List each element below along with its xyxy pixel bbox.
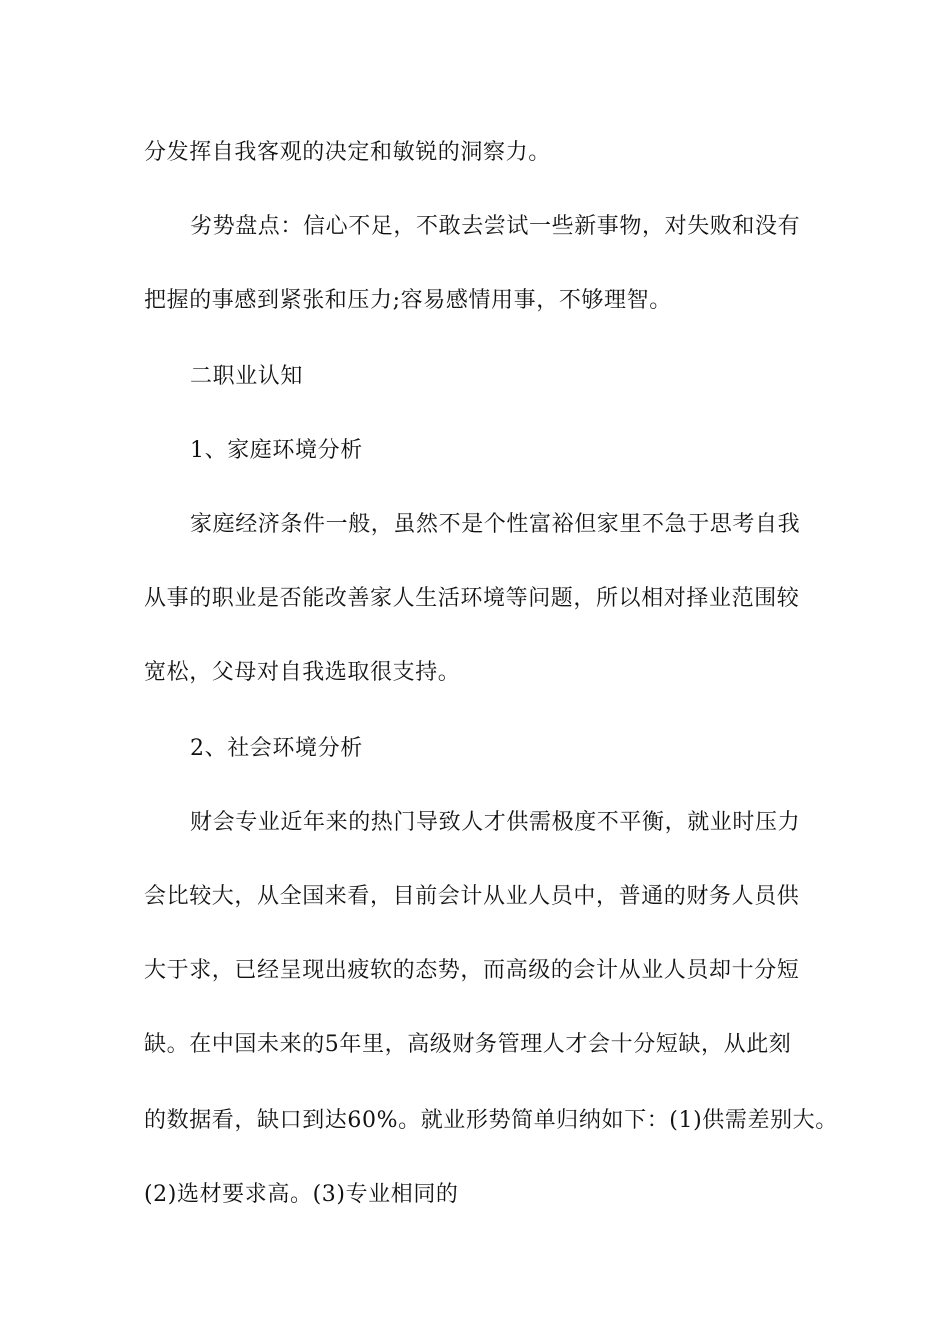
paragraph-line: 宽松，父母对自我选取很支持。 bbox=[144, 660, 461, 685]
paragraph-line: 的数据看，缺口到达60%。就业形势简单归纳如下：(1)供需差别大。 bbox=[144, 1108, 838, 1133]
paragraph-line: 财会专业近年来的热门导致人才供需极度不平衡，就业时压力 bbox=[190, 810, 801, 835]
paragraph-line: 会比较大，从全国来看，目前会计从业人员中，普通的财务人员供 bbox=[144, 884, 800, 909]
paragraph-line: 缺。在中国未来的5年里，高级财务管理人才会十分短缺，从此刻 bbox=[144, 1032, 792, 1057]
subsection-heading: 1、家庭环境分析 bbox=[190, 438, 363, 463]
paragraph-line: 家庭经济条件一般，虽然不是个性富裕但家里不急于思考自我 bbox=[190, 512, 801, 537]
paragraph-line: (2)选材要求高。(3)专业相同的 bbox=[144, 1182, 459, 1207]
paragraph-line: 分发挥自我客观的决定和敏锐的洞察力。 bbox=[144, 140, 551, 165]
subsection-heading: 2、社会环境分析 bbox=[190, 736, 363, 761]
section-heading: 二职业认知 bbox=[190, 364, 304, 389]
paragraph-line: 劣势盘点：信心不足，不敢去尝试一些新事物，对失败和没有 bbox=[190, 214, 801, 239]
paragraph-line: 从事的职业是否能改善家人生活环境等问题，所以相对择业范围较 bbox=[144, 586, 800, 611]
paragraph-line: 把握的事感到紧张和压力;容易感情用事，不够理智。 bbox=[144, 288, 672, 313]
paragraph-line: 大于求，已经呈现出疲软的态势，而高级的会计从业人员却十分短 bbox=[144, 958, 800, 983]
